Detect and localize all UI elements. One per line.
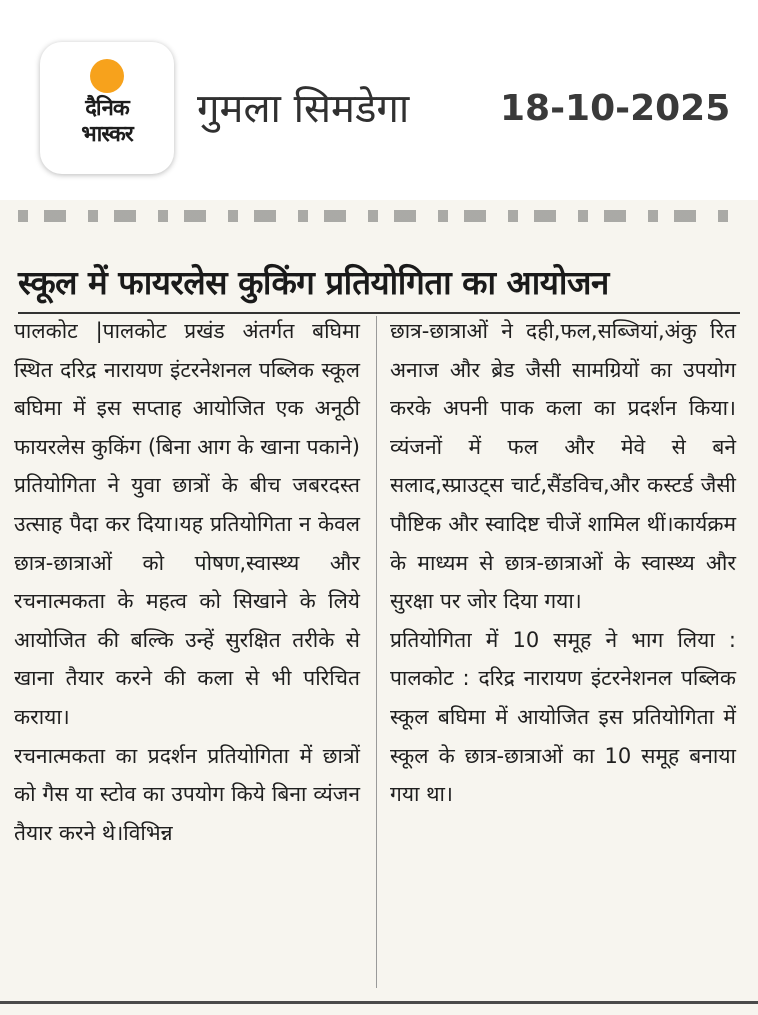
article-paragraph: पालकोट |पालकोट प्रखंड अंतर्गत बघिमा स्थित दरिद्र नारायण इंटरनेशनल पब्लिक स्कूल बघिमा में इस सप्ताह आयोजित एक अनूठी फायरलेस कुकिंग (बिना आग के खाना पकाने) प्रतियोगिता ने युवा छात्रों के बीच जबरदस्त उत्साह पैदा कर दिया।यह प्रतियोगिता न केवल छात्र-छात्राओं को पोषण,स्वास्थ्य और रचनात्मकता के महत्व को सिखाने के लिये आयोजित की बल्कि उन्हें सुरक्षित तरीके से खाना तैयार करने की कला से भी परिचित कराया। [14, 319, 360, 729]
article-column-left [14, 312, 360, 852]
header-bar [0, 0, 758, 200]
edition-title: गुमला सिमडेगा [197, 86, 410, 132]
sun-icon [90, 59, 124, 93]
article-paragraph: छात्र-छात्राओं ने दही,फल,सब्जियां,अंकु रित अनाज और ब्रेड जैसी सामग्रियों का उपयोग करके अपनी पाक कला का प्रदर्शन किया।व्यंजनों में फल और मेवे से बने सलाद,स्प्राउट्स चार्ट,सैंडविच,और कस्टर्ड जैसी पौष्टिक और स्वादिष्ट चीजें शामिल थीं।कार्यक्रम के माध्यम से छात्र-छात्राओं के स्वास्थ्य और सुरक्षा पर जोर दिया गया। [390, 319, 736, 614]
edition-date: 18-10-2025 [500, 88, 731, 129]
cut-previous-article-line [18, 210, 740, 222]
logo-text-line1: दैनिक [85, 96, 129, 121]
article-headline: स्कूल में फायरलेस कुकिंग प्रतियोगिता का आयोजन [18, 263, 609, 302]
bottom-border [0, 1001, 758, 1004]
article-paragraph: रचनात्मकता का प्रदर्शन प्रतियोगिता में छात्रों को गैस या स्टोव का उपयोग किये बिना व्यंजन तैयार करने थे।विभिन्न [14, 743, 360, 845]
column-divider [376, 316, 377, 988]
article-paragraph: प्रतियोगिता में 10 समूह ने भाग लिया : पालकोट : दरिद्र नारायण इंटरनेशनल पब्लिक स्कूल बघिमा में आयोजित इस प्रतियोगिता में स्कूल के छात्र-छात्राओं का 10 समूह बनाया गया था। [390, 627, 736, 807]
logo-text-line2: भास्कर [81, 122, 133, 147]
dainik-bhaskar-logo [40, 42, 174, 174]
article-column-right [390, 312, 736, 814]
